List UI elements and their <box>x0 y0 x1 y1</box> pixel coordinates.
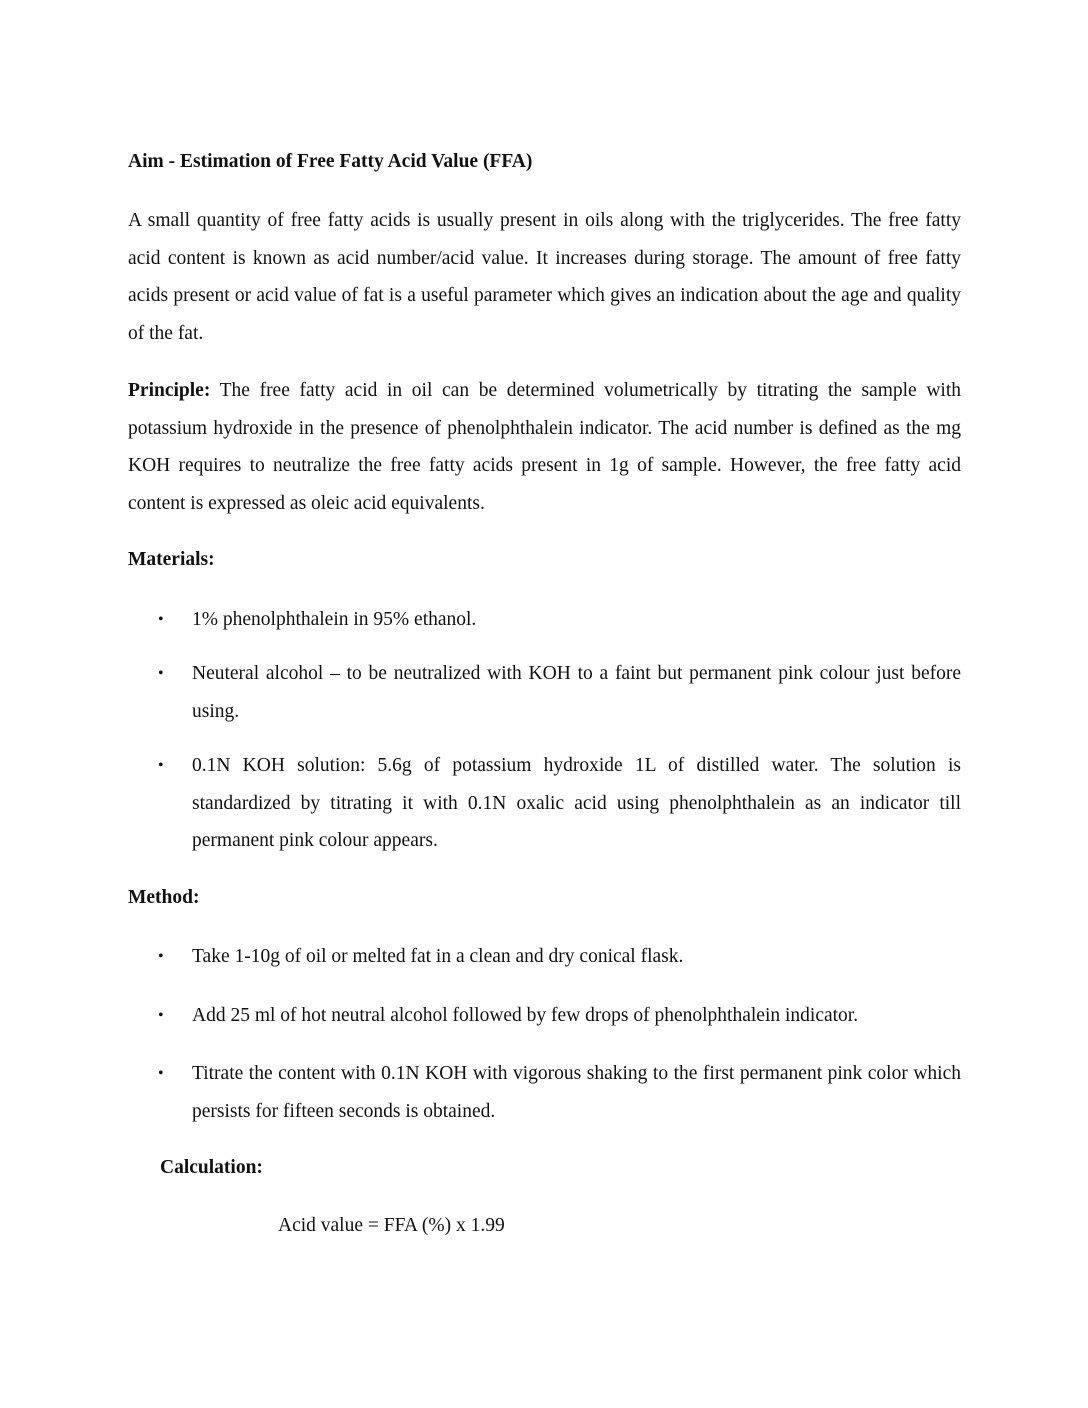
principle-label: Principle: <box>128 380 211 401</box>
intro-paragraph: A small quantity of free fatty acids is usually present in oils along with the triglycerides. The free fatty acid content is known as acid number/acid value. It increases during storage. The amount of free fatty acids present or acid value of fat is a useful parameter which gives an indication about the age and quality of the fat. <box>128 210 961 344</box>
bullet-icon: • <box>158 948 164 965</box>
bullet-icon: • <box>158 1065 164 1082</box>
bullet-icon: • <box>158 665 164 682</box>
bullet-icon: • <box>158 757 164 774</box>
materials-item-text: 1% phenolphthalein in 95% ethanol. <box>192 609 477 630</box>
materials-item-text: 0.1N KOH solution: 5.6g of potassium hydroxide 1L of distilled water. The solution is standardized by titrating it with 0.1N oxalic acid using phenolphthalein as an indicator till permanent pink colour appears. <box>192 755 961 851</box>
materials-item-text: Neuteral alcohol – to be neutralized with KOH to a faint but permanent pink colour just before using. <box>192 663 961 722</box>
calculation-heading: Calculation: <box>160 1157 263 1178</box>
calculation-formula: Acid value = FFA (%) x 1.99 <box>278 1215 505 1236</box>
method-heading: Method: <box>128 887 200 908</box>
materials-heading: Materials: <box>128 549 215 570</box>
method-step-text: Titrate the content with 0.1N KOH with vigorous shaking to the first permanent pink color which persists for fifteen seconds is obtained. <box>192 1063 961 1122</box>
principle-paragraph <box>128 372 961 522</box>
bullet-icon: • <box>158 611 164 628</box>
bullet-icon: • <box>158 1007 164 1024</box>
principle-text: The free fatty acid in oil can be determined volumetrically by titrating the sample with potassium hydroxide in the presence of phenolphthalein indicator. The acid number is defined as the mg KOH requires to neutralize the free fatty acids present in 1g of sample. However, the free fatty acid content is expressed as oleic acid equivalents. <box>128 380 961 514</box>
method-step-text: Take 1-10g of oil or melted fat in a clean and dry conical flask. <box>192 946 684 967</box>
document-title: Aim - Estimation of Free Fatty Acid Value (FFA) <box>128 151 533 172</box>
method-step-text: Add 25 ml of hot neutral alcohol followed by few drops of phenolphthalein indicator. <box>192 1005 859 1026</box>
